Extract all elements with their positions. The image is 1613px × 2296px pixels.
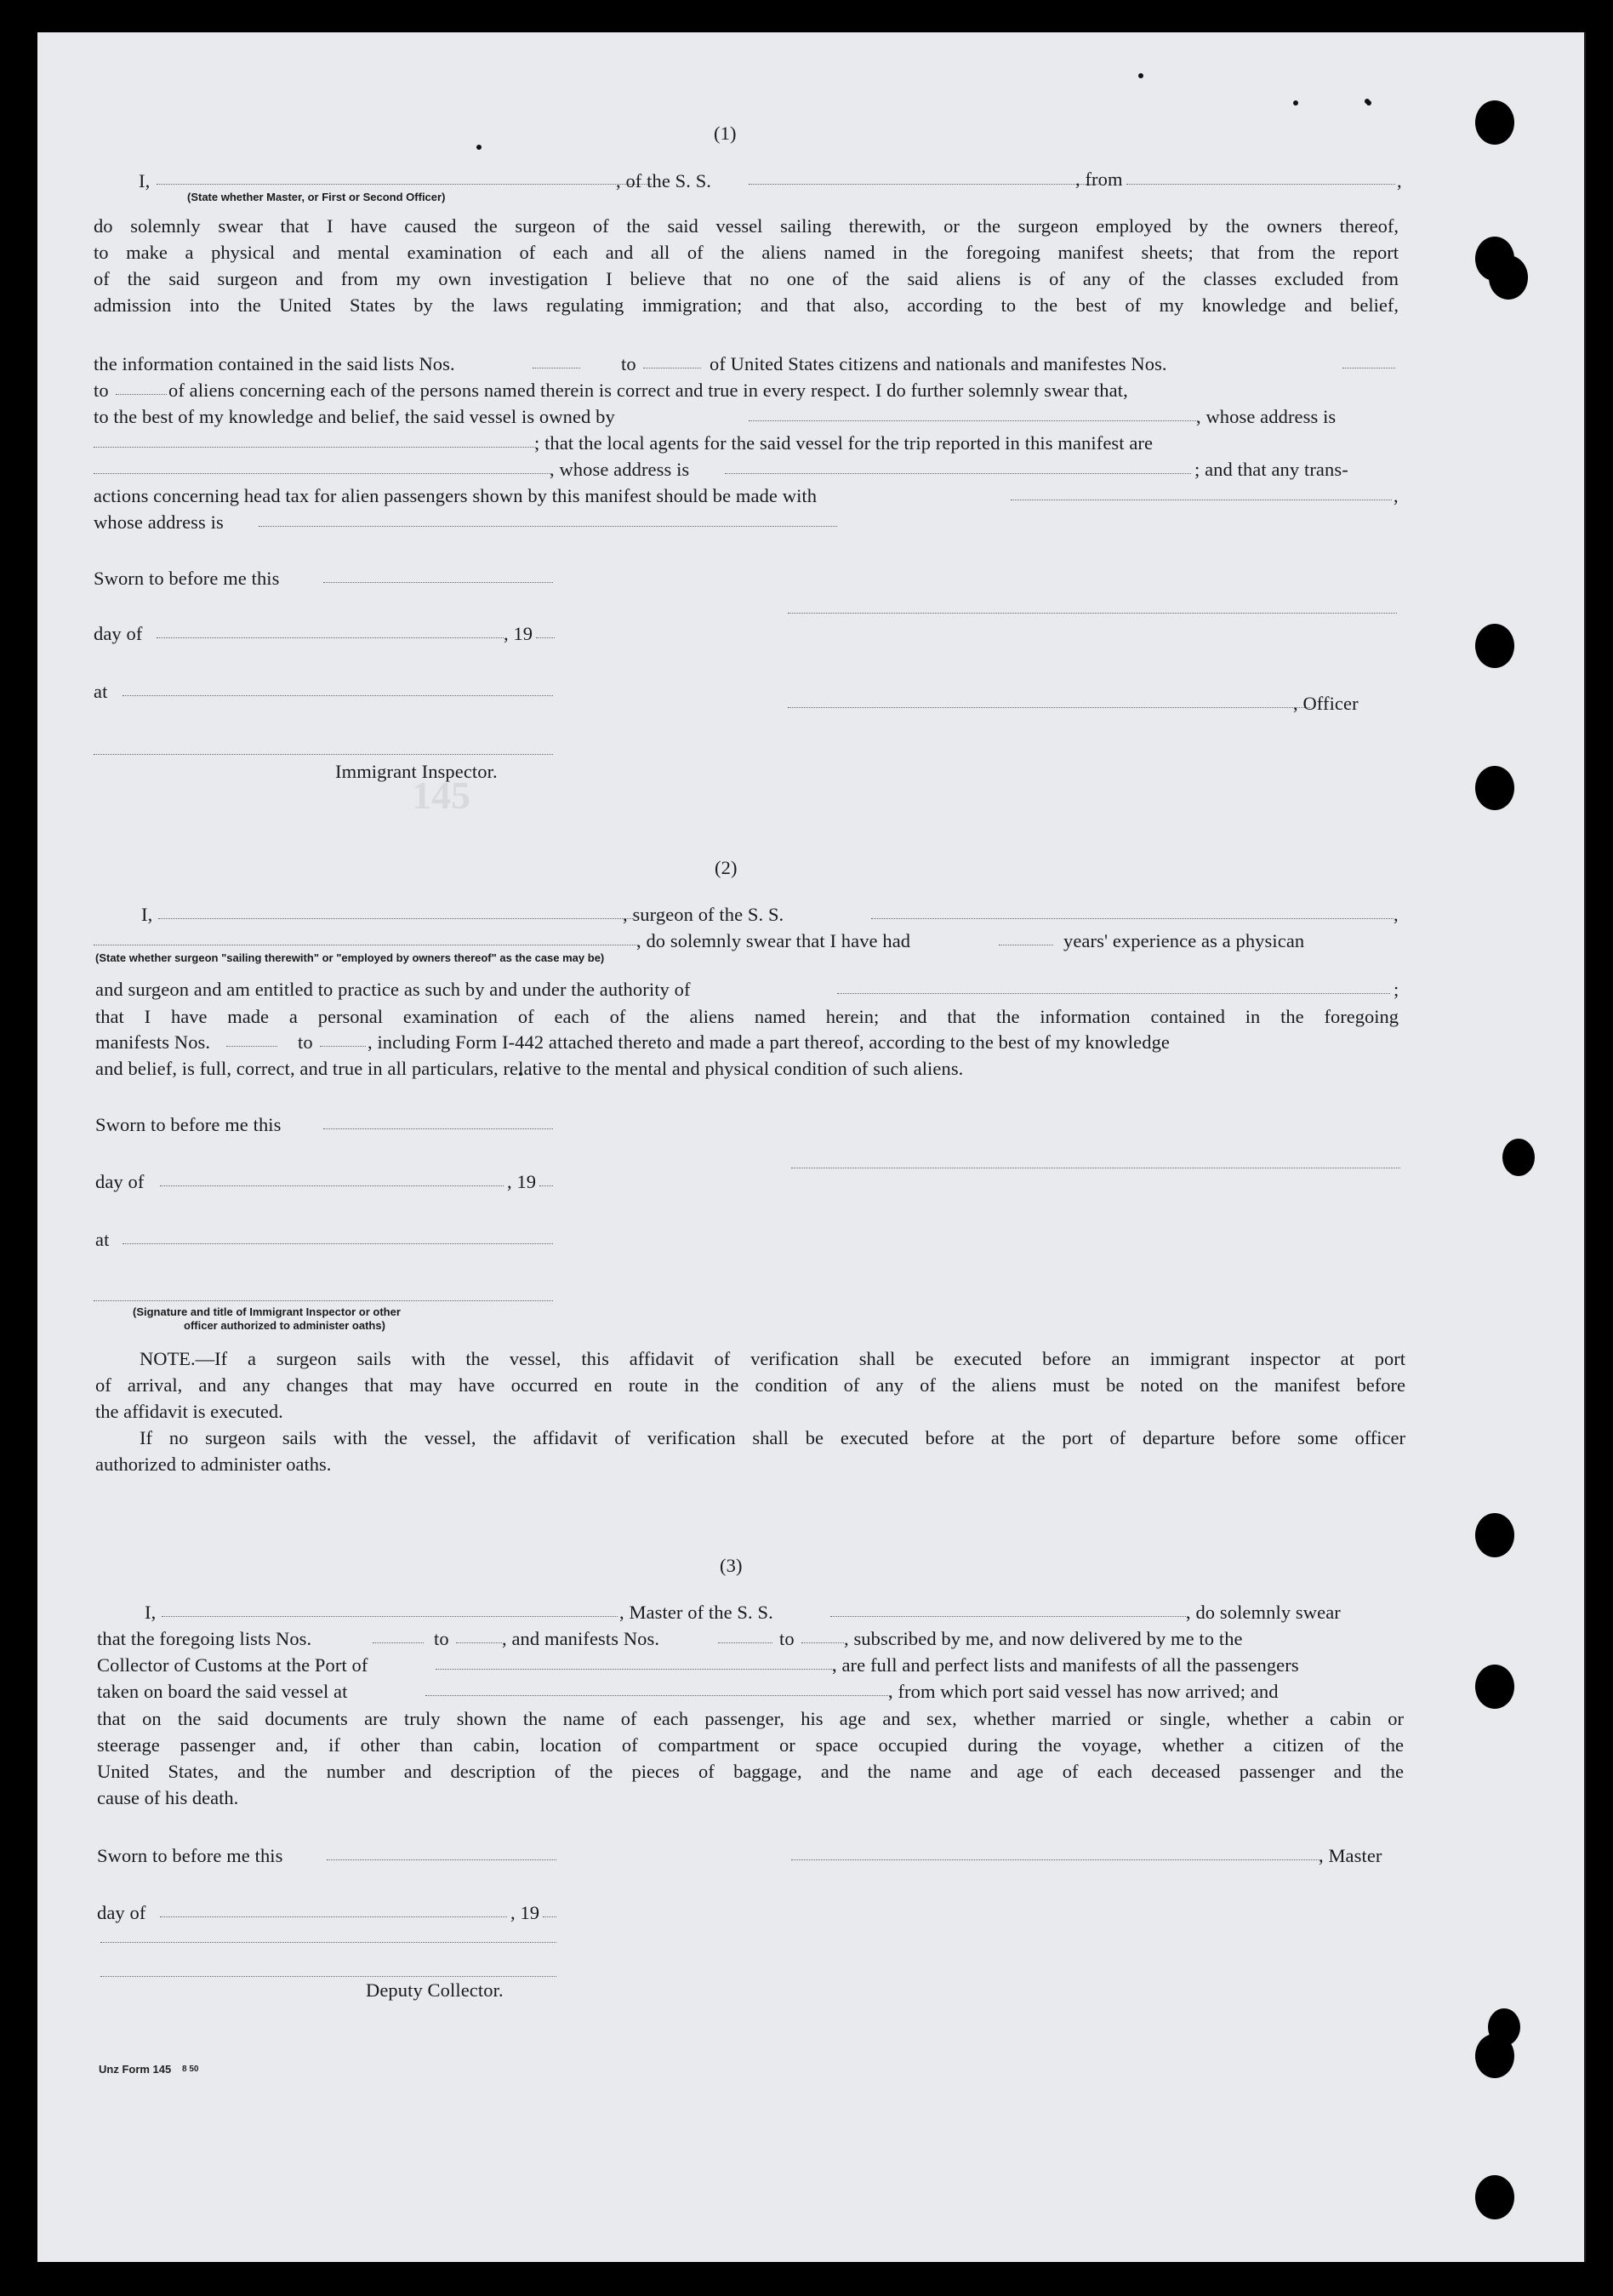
s2-surgeon: , surgeon of the S. S.	[623, 904, 784, 925]
bleed-through-mark: 145	[412, 774, 470, 817]
s2-month-blank[interactable]	[160, 1185, 504, 1186]
s3-l2e: , subscribed by me, and now delivered by me to the	[844, 1628, 1243, 1649]
s1-l9b: ; and that any trans-	[1194, 459, 1348, 480]
s3-master-name-blank[interactable]	[162, 1616, 618, 1617]
s2-note-line: the affidavit is executed.	[95, 1401, 283, 1422]
s3-deputy: Deputy Collector.	[366, 1979, 504, 2001]
s3-i: I,	[145, 1602, 157, 1623]
s3-dayof: day of	[97, 1902, 146, 1923]
s1-comma: ,	[1397, 170, 1402, 191]
s1-owner-blank[interactable]	[749, 420, 1198, 421]
s2-manifest-to-blank[interactable]	[320, 1046, 366, 1047]
punch-hole	[1475, 100, 1514, 145]
section-1-number: (1)	[714, 123, 737, 144]
s3-body	[97, 1705, 1404, 1811]
s2-note-line: of arrival, and any changes that may have occurred en route in the condition of any of the aliens must be noted on the manifest before	[95, 1374, 1405, 1396]
s1-name-blank[interactable]	[157, 184, 652, 185]
s1-sworn: Sworn to before me this	[94, 568, 280, 589]
s1-place-blank[interactable]	[123, 695, 553, 696]
s1-year-blank[interactable]	[536, 637, 555, 638]
s1-year: , 19	[504, 623, 533, 644]
s1-month-blank[interactable]	[157, 637, 504, 638]
s3-collector-blank-1[interactable]	[100, 1942, 556, 1943]
s3-l4a: taken on board the said vessel at	[97, 1681, 348, 1702]
speck	[1365, 99, 1370, 104]
s2-at: at	[95, 1229, 110, 1250]
s1-l7a: to the best of my knowledge and belief, the said vessel is owned by	[94, 406, 615, 427]
speck	[1138, 73, 1143, 78]
s3-month-blank[interactable]	[160, 1916, 507, 1917]
s1-l9a: , whose address is	[550, 459, 690, 480]
s3-sworn-day-blank[interactable]	[327, 1859, 556, 1860]
punch-hole	[1475, 2034, 1514, 2078]
s1-inspector: Immigrant Inspector.	[335, 761, 498, 782]
s3-line: United States, and the number and description of the pieces of baggage, and the name and age of each deceased passenger and the	[97, 1761, 1404, 1782]
s3-l2a: that the foregoing lists Nos.	[97, 1628, 312, 1649]
punch-hole	[1475, 2175, 1514, 2219]
s1-l5b: to	[621, 353, 636, 374]
s1-l6b: of aliens concerning each of the persons named therein is correct and true in every respect. I do further solemnly swear that,	[168, 380, 1128, 401]
s1-l8: ; that the local agents for the said vessel for the trip reported in this manifest are	[534, 432, 1154, 454]
s3-l2d: to	[779, 1628, 795, 1649]
s2-l5a: manifests Nos.	[95, 1031, 211, 1053]
s1-l11: whose address is	[94, 511, 224, 533]
s2-year-blank[interactable]	[539, 1185, 553, 1186]
punch-hole	[1502, 1139, 1535, 1176]
s1-agents-address-blank[interactable]	[725, 473, 1191, 474]
s3-swear: , do solemnly swear	[1186, 1602, 1341, 1623]
s1-agents-blank[interactable]	[94, 473, 551, 474]
s3-l2c: , and manifests Nos.	[502, 1628, 660, 1649]
s3-line: cause of his death.	[97, 1787, 239, 1808]
s2-note2-line: If no surgeon sails with the vessel, the affidavit of verification shall be executed before at the port of departure before some officer	[140, 1427, 1405, 1448]
s1-line: admission into the United States by the laws regulating immigration; and that also, according to the best of my knowledge and belief,	[94, 294, 1399, 316]
s3-port-blank[interactable]	[436, 1669, 835, 1670]
s2-dayof: day of	[95, 1171, 145, 1192]
s3-year-blank[interactable]	[543, 1916, 556, 1917]
punch-hole	[1475, 1665, 1514, 1709]
s1-line: to make a physical and mental examination of each and all of the aliens named in the foregoing manifest sheets; that from the report	[94, 242, 1399, 263]
s1-line: of the said surgeon and from my own investigation I believe that no one of the said aliens is of any of the classes excluded from	[94, 268, 1399, 289]
s1-l10b: ,	[1394, 485, 1399, 506]
s1-body	[94, 213, 1399, 318]
s3-manifest-from-blank[interactable]	[718, 1642, 772, 1643]
s1-sworn-day-blank[interactable]	[323, 582, 553, 583]
s1-officer-blank[interactable]	[788, 707, 1310, 708]
s2-note-2	[95, 1425, 1405, 1477]
s3-master: , Master	[1319, 1845, 1382, 1866]
s1-from: , from	[1075, 168, 1123, 190]
s3-collector-blank-2[interactable]	[100, 1976, 556, 1977]
s3-l2b: to	[434, 1628, 449, 1649]
s3-vessel-blank[interactable]	[830, 1616, 1188, 1617]
s1-from-blank[interactable]	[1126, 184, 1395, 185]
s2-authority-blank[interactable]	[837, 993, 1390, 994]
s2-l2a: , do solemnly swear that I have had	[636, 930, 911, 951]
punch-hole	[1489, 255, 1528, 300]
s3-year: , 19	[510, 1902, 540, 1923]
s2-l2b: years' experience as a physican	[1063, 930, 1305, 951]
s2-l6: and belief, is full, correct, and true in all particulars, relative to the mental and physical condition of such aliens.	[95, 1058, 964, 1079]
s1-officer: , Officer	[1293, 693, 1359, 714]
s3-sworn: Sworn to before me this	[97, 1845, 283, 1866]
s1-l5a: the information contained in the said lists Nos.	[94, 353, 455, 374]
punch-hole	[1475, 1513, 1514, 1557]
s3-l3a: Collector of Customs at the Port of	[97, 1654, 368, 1676]
s2-body	[95, 1003, 1399, 1030]
s2-year: , 19	[507, 1171, 537, 1192]
s1-l10a: actions concerning head tax for alien passengers shown by this manifest should be made with	[94, 485, 818, 506]
s2-note-line: NOTE.—If a surgeon sails with the vessel, this affidavit of verification shall be executed before an immigrant inspector at port	[140, 1348, 1405, 1369]
s3-line: that on the said documents are truly shown the name of each passenger, his age and sex, whether married or single, whether a cabin or	[97, 1708, 1404, 1729]
s2-sworn: Sworn to before me this	[95, 1114, 282, 1135]
s2-l5b: to	[298, 1031, 313, 1053]
s2-l3b: ;	[1394, 979, 1399, 1000]
s1-officer-note: (State whether Master, or First or Second Officer)	[187, 191, 446, 203]
s2-surgeon-name-blank[interactable]	[158, 918, 633, 919]
punch-hole	[1475, 766, 1514, 810]
s1-owner-address-blank[interactable]	[94, 447, 536, 448]
s2-capacity-note: (State whether surgeon "sailing therewith" or "employed by owners thereof" as the case may be)	[95, 951, 605, 964]
s2-l3a: and surgeon and am entitled to practice as such by and under the authority of	[95, 979, 691, 1000]
s1-line: do solemnly swear that I have caused the surgeon of the said vessel sailing therewith, or the surgeon employed by the owners thereof,	[94, 215, 1399, 237]
s2-i: I,	[141, 904, 153, 925]
s1-inspector-blank[interactable]	[94, 754, 553, 755]
s3-list-to-blank[interactable]	[456, 1642, 502, 1643]
s1-at: at	[94, 681, 108, 702]
s1-l6a: to	[94, 380, 109, 401]
s2-note	[95, 1345, 1405, 1425]
s2-note2-line: authorized to administer oaths.	[95, 1454, 332, 1475]
s1-headtax-address-blank[interactable]	[259, 526, 837, 527]
speck	[1293, 100, 1298, 106]
s3-boarding-port-blank[interactable]	[425, 1695, 892, 1696]
s3-l3b: , are full and perfect lists and manifests of all the passengers	[832, 1654, 1299, 1676]
s3-master-of: , Master of the S. S.	[619, 1602, 773, 1623]
s1-l7b: , whose address is	[1196, 406, 1337, 427]
section-2-number: (2)	[715, 857, 738, 878]
s2-l5c: , including Form I-442 attached thereto and made a part thereof, according to the best of my knowledge	[368, 1031, 1171, 1053]
s1-l5c: of United States citizens and nationals and manifestes Nos.	[710, 353, 1167, 374]
s2-inspector-blank[interactable]	[94, 1300, 553, 1301]
s1-manifest-to-blank[interactable]	[116, 394, 167, 395]
s2-place-blank[interactable]	[123, 1243, 553, 1244]
s1-signature-blank[interactable]	[788, 613, 1397, 614]
s3-manifest-to-blank[interactable]	[801, 1642, 844, 1643]
s1-dayof: day of	[94, 623, 143, 644]
s2-manifest-from-blank[interactable]	[226, 1046, 277, 1047]
s1-of-ss: , of the S. S.	[616, 170, 712, 191]
s3-list-from-blank[interactable]	[373, 1642, 424, 1643]
s2-vessel-blank[interactable]	[871, 918, 1394, 919]
s1-i: I,	[139, 170, 151, 191]
section-3-number: (3)	[720, 1555, 743, 1576]
s2-sig-note-2: officer authorized to administer oaths)	[184, 1319, 385, 1332]
s3-master-sign-blank[interactable]	[791, 1859, 1322, 1860]
form-code: 8 50	[182, 2065, 199, 2074]
s2-sworn-day-blank[interactable]	[323, 1128, 553, 1129]
s3-l4b: , from which port said vessel has now arrived; and	[888, 1681, 1279, 1702]
s2-comma: ,	[1394, 904, 1399, 925]
form-number: Unz Form 145	[99, 2063, 172, 2076]
s2-line: that I have made a personal examination of each of the aliens named herein; and that the information contained in the foregoing	[95, 1006, 1399, 1027]
s3-line: steerage passenger and, if other than cabin, location of compartment or space occupied during the voyage, whether a citizen of the	[97, 1734, 1404, 1756]
punch-hole	[1475, 624, 1514, 668]
speck	[476, 145, 482, 150]
s2-sig-note-1: (Signature and title of Immigrant Inspector or other	[133, 1305, 401, 1318]
document-page	[37, 32, 1586, 2262]
s1-vessel-blank[interactable]	[749, 184, 1101, 185]
